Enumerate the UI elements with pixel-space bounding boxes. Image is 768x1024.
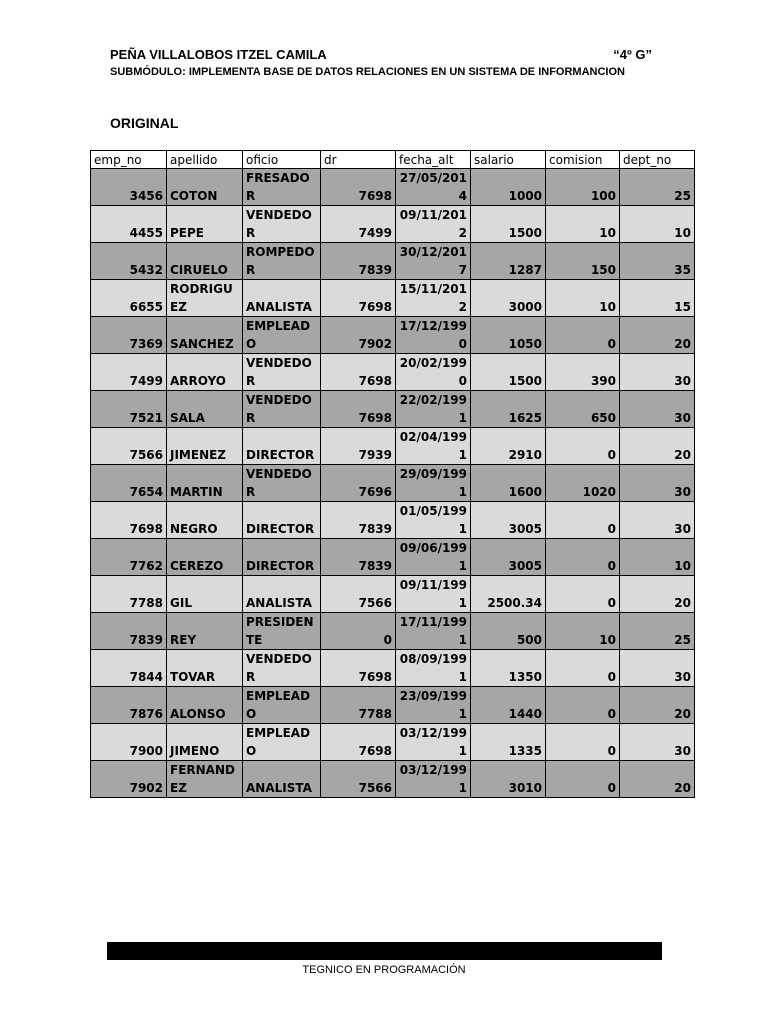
table-cell-fecha-alt: 09/06/1991: [396, 539, 471, 576]
table-cell-apellido: MARTIN: [167, 465, 243, 502]
table-cell-dept-no: 30: [620, 391, 695, 428]
table-cell-apellido: TOVAR: [167, 650, 243, 687]
table-cell-apellido: JIMENO: [167, 724, 243, 761]
table-cell-apellido: GIL: [167, 576, 243, 613]
table-cell-apellido: CEREZO: [167, 539, 243, 576]
table-row: [91, 317, 695, 354]
table-cell-dept-no: 20: [620, 576, 695, 613]
table-cell-fecha-alt: 20/02/1990: [396, 354, 471, 391]
table-cell-dr: 7566: [321, 576, 396, 613]
table-cell-oficio: DIRECTOR: [243, 502, 321, 539]
table-cell-apellido: REY: [167, 613, 243, 650]
column-header: emp_no: [91, 151, 167, 169]
table-cell-apellido: ALONSO: [167, 687, 243, 724]
table-cell-apellido: FERNANDEZ: [167, 761, 243, 798]
table-cell-emp-no: 3456: [91, 169, 167, 206]
table-cell-oficio: ANALISTA: [243, 576, 321, 613]
table-cell-salario: 3000: [471, 280, 546, 317]
table-cell-fecha-alt: 08/09/1991: [396, 650, 471, 687]
table-row: [91, 428, 695, 465]
column-header: dr: [321, 151, 396, 169]
table-cell-fecha-alt: 29/09/1991: [396, 465, 471, 502]
table-cell-salario: 2910: [471, 428, 546, 465]
table-cell-comision: 1020: [546, 465, 620, 502]
column-header: comision: [546, 151, 620, 169]
table-row: [91, 280, 695, 317]
table-cell-emp-no: 7900: [91, 724, 167, 761]
table-cell-oficio: EMPLEADO: [243, 687, 321, 724]
column-header: salario: [471, 151, 546, 169]
table-cell-comision: 0: [546, 502, 620, 539]
table-cell-apellido: COTON: [167, 169, 243, 206]
table-cell-fecha-alt: 30/12/2017: [396, 243, 471, 280]
table-cell-oficio: VENDEDOR: [243, 465, 321, 502]
table-cell-fecha-alt: 03/12/1991: [396, 724, 471, 761]
table-cell-dept-no: 25: [620, 169, 695, 206]
table-row: [91, 206, 695, 243]
table-cell-fecha-alt: 23/09/1991: [396, 687, 471, 724]
table-cell-salario: 1287: [471, 243, 546, 280]
table-cell-emp-no: 7654: [91, 465, 167, 502]
section-title: ORIGINAL: [110, 115, 179, 131]
table-cell-dept-no: 20: [620, 428, 695, 465]
table-row: [91, 354, 695, 391]
table-cell-fecha-alt: 02/04/1991: [396, 428, 471, 465]
table-cell-salario: 500: [471, 613, 546, 650]
table-cell-dr: 7698: [321, 724, 396, 761]
table-cell-comision: 10: [546, 613, 620, 650]
table-cell-comision: 0: [546, 724, 620, 761]
table-cell-dr: 7788: [321, 687, 396, 724]
table-cell-dr: 7939: [321, 428, 396, 465]
table-cell-apellido: RODRIGUEZ: [167, 280, 243, 317]
table-cell-apellido: ARROYO: [167, 354, 243, 391]
table-row: [91, 243, 695, 280]
table-cell-apellido: SALA: [167, 391, 243, 428]
column-header: oficio: [243, 151, 321, 169]
table-cell-dr: 7696: [321, 465, 396, 502]
table-cell-dept-no: 10: [620, 539, 695, 576]
table-cell-salario: 3005: [471, 539, 546, 576]
table-cell-fecha-alt: 27/05/2014: [396, 169, 471, 206]
table-cell-dr: 7698: [321, 650, 396, 687]
table-cell-emp-no: 6655: [91, 280, 167, 317]
table-row: [91, 391, 695, 428]
table-cell-comision: 0: [546, 428, 620, 465]
table-cell-comision: 10: [546, 206, 620, 243]
table-row: [91, 761, 695, 798]
table-cell-emp-no: 7839: [91, 613, 167, 650]
table-cell-emp-no: 7369: [91, 317, 167, 354]
table-cell-oficio: VENDEDOR: [243, 650, 321, 687]
table-cell-salario: 1500: [471, 206, 546, 243]
column-header: fecha_alt: [396, 151, 471, 169]
grade-label: “4º G”: [613, 47, 652, 62]
column-header: apellido: [167, 151, 243, 169]
table-cell-comision: 0: [546, 650, 620, 687]
table-row: [91, 576, 695, 613]
table-cell-emp-no: 7521: [91, 391, 167, 428]
table-cell-oficio: DIRECTOR: [243, 539, 321, 576]
column-header: dept_no: [620, 151, 695, 169]
table-cell-fecha-alt: 09/11/1991: [396, 576, 471, 613]
table-cell-comision: 100: [546, 169, 620, 206]
table-cell-fecha-alt: 17/11/1991: [396, 613, 471, 650]
footer-bar: [107, 942, 662, 960]
table-cell-fecha-alt: 03/12/1991: [396, 761, 471, 798]
table-cell-dr: 0: [321, 613, 396, 650]
table-cell-comision: 0: [546, 317, 620, 354]
table-cell-comision: 650: [546, 391, 620, 428]
table-cell-salario: 1625: [471, 391, 546, 428]
table-cell-oficio: VENDEDOR: [243, 206, 321, 243]
table-cell-emp-no: 7566: [91, 428, 167, 465]
table-cell-dept-no: 20: [620, 761, 695, 798]
table-row: [91, 502, 695, 539]
table-cell-salario: 1600: [471, 465, 546, 502]
table-cell-dr: 7698: [321, 169, 396, 206]
table-row: [91, 169, 695, 206]
table-cell-salario: 1350: [471, 650, 546, 687]
table-cell-dept-no: 35: [620, 243, 695, 280]
table-cell-dept-no: 10: [620, 206, 695, 243]
table-cell-dr: 7839: [321, 539, 396, 576]
submodule-title: SUBMÓDULO: IMPLEMENTA BASE DE DATOS RELACIONES EN UN SISTEMA DE INFORMANCION: [110, 66, 625, 78]
table-cell-dept-no: 30: [620, 502, 695, 539]
table-cell-dept-no: 30: [620, 465, 695, 502]
table-cell-dr: 7839: [321, 502, 396, 539]
table-cell-oficio: FRESADOR: [243, 169, 321, 206]
table-cell-salario: 3010: [471, 761, 546, 798]
table-cell-salario: 1335: [471, 724, 546, 761]
table-cell-apellido: JIMENEZ: [167, 428, 243, 465]
table-cell-emp-no: 7876: [91, 687, 167, 724]
table-cell-salario: 1500: [471, 354, 546, 391]
table-cell-comision: 10: [546, 280, 620, 317]
table-cell-dr: 7698: [321, 354, 396, 391]
table-cell-oficio: VENDEDOR: [243, 354, 321, 391]
table-cell-dept-no: 30: [620, 354, 695, 391]
table-cell-emp-no: 5432: [91, 243, 167, 280]
table-cell-apellido: SANCHEZ: [167, 317, 243, 354]
table-cell-dept-no: 20: [620, 687, 695, 724]
table-cell-salario: 3005: [471, 502, 546, 539]
table-cell-apellido: CIRUELO: [167, 243, 243, 280]
table-cell-emp-no: 7762: [91, 539, 167, 576]
table-cell-emp-no: 7788: [91, 576, 167, 613]
table-cell-oficio: EMPLEADO: [243, 724, 321, 761]
table-cell-fecha-alt: 01/05/1991: [396, 502, 471, 539]
table-cell-emp-no: 4455: [91, 206, 167, 243]
table-row: [91, 687, 695, 724]
table-cell-emp-no: 7902: [91, 761, 167, 798]
table-cell-salario: 2500.34: [471, 576, 546, 613]
table-cell-oficio: EMPLEADO: [243, 317, 321, 354]
table-cell-fecha-alt: 15/11/2012: [396, 280, 471, 317]
table-cell-comision: 0: [546, 687, 620, 724]
table-cell-oficio: ROMPEDOR: [243, 243, 321, 280]
table-cell-apellido: NEGRO: [167, 502, 243, 539]
table-cell-fecha-alt: 22/02/1991: [396, 391, 471, 428]
table-cell-oficio: DIRECTOR: [243, 428, 321, 465]
table-cell-comision: 150: [546, 243, 620, 280]
table-cell-apellido: PEPE: [167, 206, 243, 243]
table-cell-fecha-alt: 09/11/2012: [396, 206, 471, 243]
table-cell-dr: 7566: [321, 761, 396, 798]
table-cell-dr: 7499: [321, 206, 396, 243]
table-row: [91, 724, 695, 761]
table-row: [91, 650, 695, 687]
table-cell-comision: 0: [546, 761, 620, 798]
table-cell-salario: 1000: [471, 169, 546, 206]
footer-text: TEGNICO EN PROGRAMACIÓN: [302, 964, 466, 976]
table-row: [91, 613, 695, 650]
table-cell-dept-no: 15: [620, 280, 695, 317]
table-body: [91, 169, 695, 798]
table-cell-salario: 1050: [471, 317, 546, 354]
employee-table: [90, 150, 695, 798]
table-cell-dept-no: 30: [620, 724, 695, 761]
table-cell-dept-no: 30: [620, 650, 695, 687]
table-cell-dept-no: 25: [620, 613, 695, 650]
table-row: [91, 539, 695, 576]
table-cell-comision: 0: [546, 539, 620, 576]
table-cell-salario: 1440: [471, 687, 546, 724]
table-cell-emp-no: 7499: [91, 354, 167, 391]
table-cell-dr: 7698: [321, 391, 396, 428]
table-cell-oficio: ANALISTA: [243, 761, 321, 798]
table-cell-dept-no: 20: [620, 317, 695, 354]
table-cell-oficio: ANALISTA: [243, 280, 321, 317]
table-cell-dr: 7839: [321, 243, 396, 280]
table-cell-comision: 390: [546, 354, 620, 391]
table-cell-emp-no: 7698: [91, 502, 167, 539]
table-header-row: [91, 151, 695, 169]
table-cell-comision: 0: [546, 576, 620, 613]
table-cell-oficio: VENDEDOR: [243, 391, 321, 428]
table-cell-fecha-alt: 17/12/1990: [396, 317, 471, 354]
table-row: [91, 465, 695, 502]
table-cell-dr: 7698: [321, 280, 396, 317]
table-cell-oficio: PRESIDENTE: [243, 613, 321, 650]
student-name: PEÑA VILLALOBOS ITZEL CAMILA: [110, 47, 327, 62]
table-cell-emp-no: 7844: [91, 650, 167, 687]
table-cell-dr: 7902: [321, 317, 396, 354]
